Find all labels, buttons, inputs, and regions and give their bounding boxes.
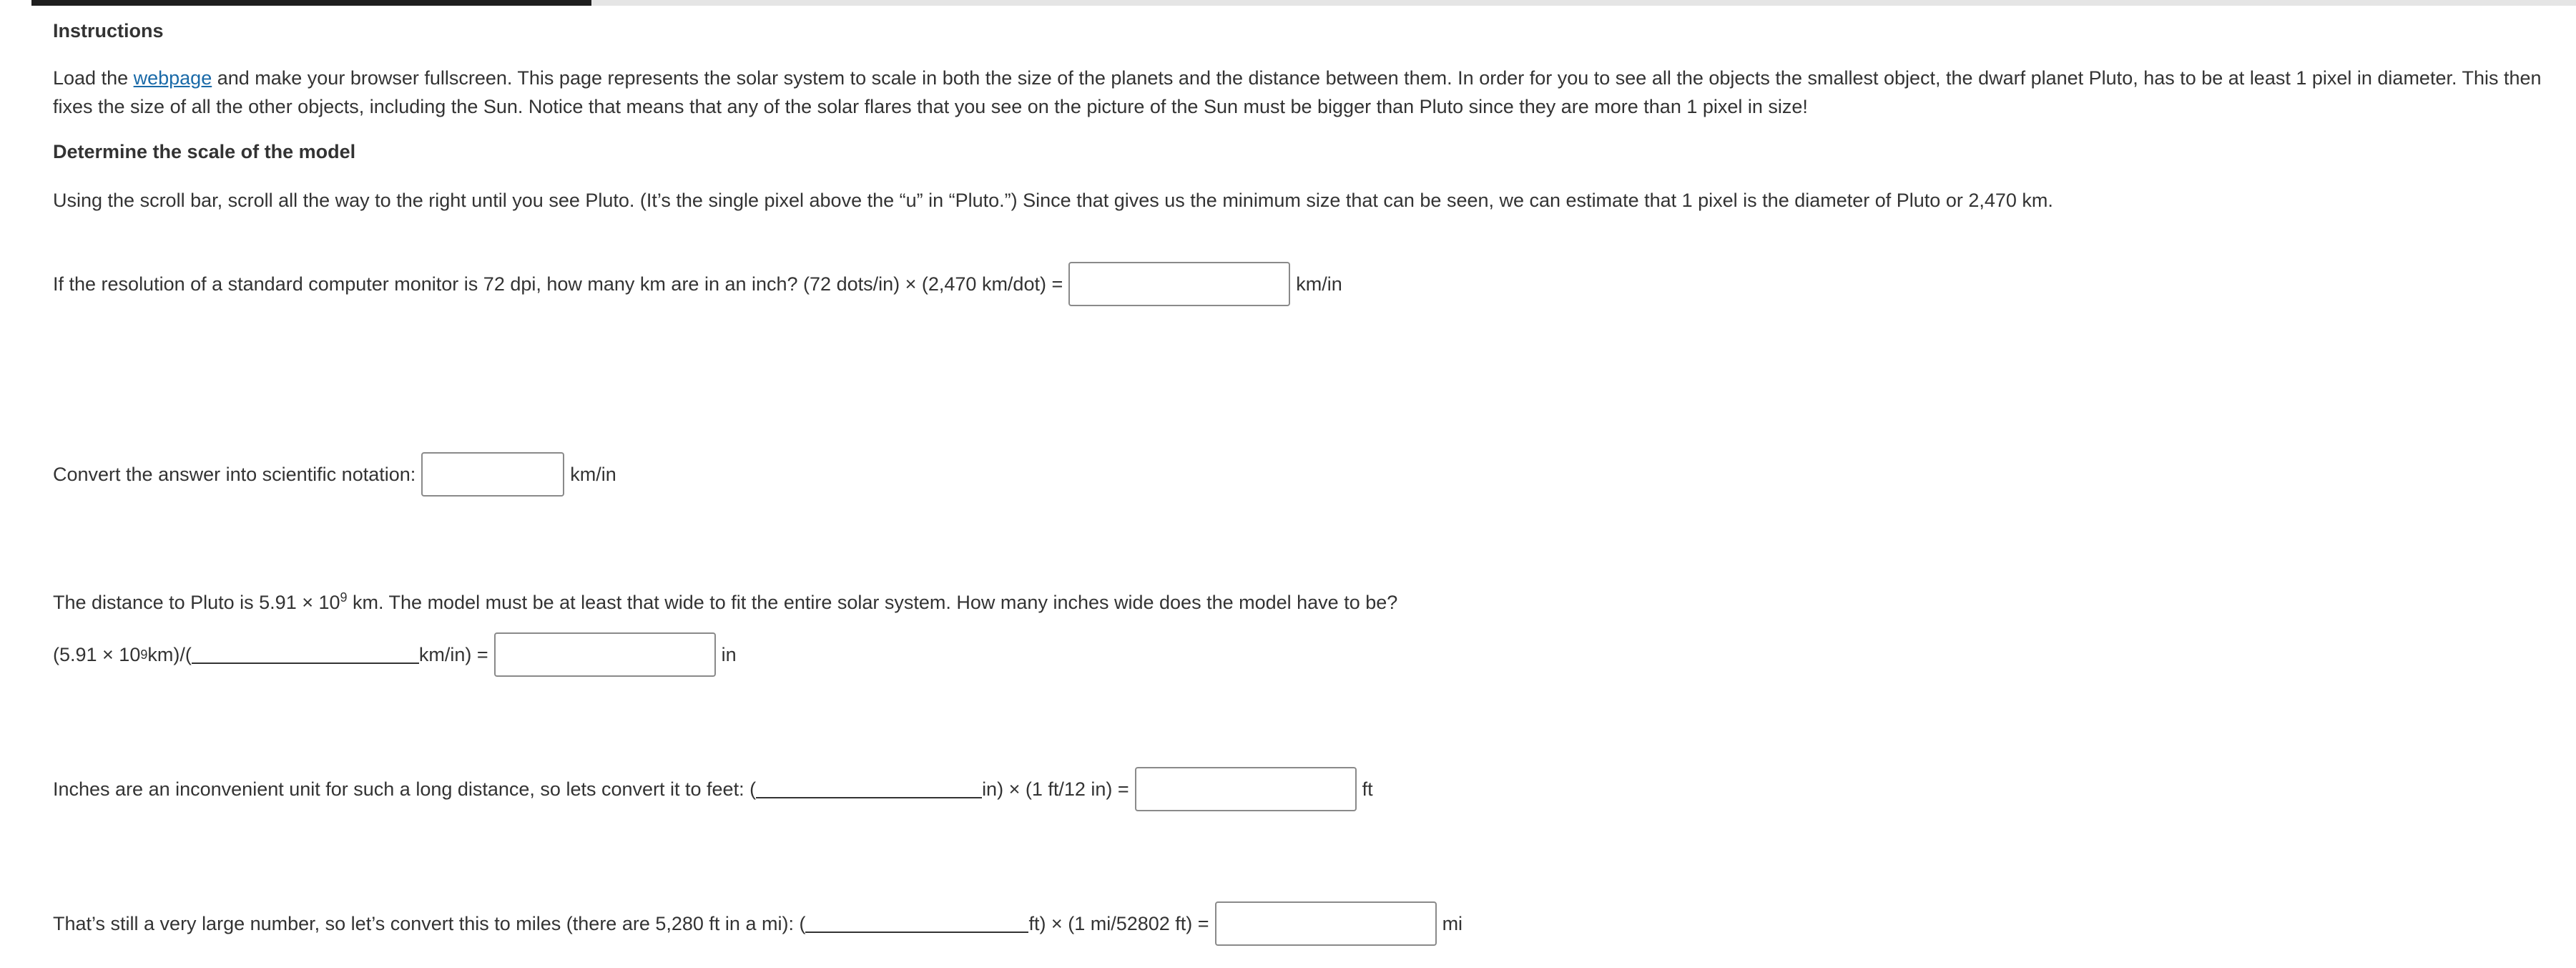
instructions-text-start: Load the — [53, 67, 134, 89]
q3-exponent: 9 — [340, 590, 348, 605]
progress-bar — [31, 0, 2576, 6]
q1-row — [53, 262, 1342, 306]
q3-unit: in — [721, 643, 737, 665]
q1-text: If the resolution of a standard computer monitor is 72 dpi, how many km are in an inch? (72 dots/in) × (2,470 km/dot) = — [53, 273, 1063, 295]
q5-unit: mi — [1442, 912, 1463, 934]
webpage-link[interactable]: webpage — [133, 67, 212, 89]
q2-unit: km/in — [570, 463, 616, 485]
q5-text-start: That’s still a very large number, so let’s convert this to miles (there are 5,280 ft in a mi): ( — [53, 912, 806, 934]
q5-answer-input[interactable] — [1215, 901, 1437, 946]
q3-calc-row: (5.91 × 10 9 km)/( km/in) = in — [53, 632, 737, 677]
q3-question-row — [53, 588, 1397, 617]
q4-answer-input[interactable] — [1135, 767, 1357, 811]
instructions-text-rest: and make your browser fullscreen. This page represents the solar system to scale in both the size of the planets and the distance between them. In order for you to see all the objects the smallest object, the dwarf planet Pluto, has to be at least 1 pixel in diameter. This then fixes the size of all the other objects, including the Sun. Notice that means that any of the solar flares that you see on the picture of the Sun must be bigger than Pluto since they are more than 1 pixel in size! — [53, 67, 2542, 117]
q5-blank — [805, 914, 1028, 933]
instructions-paragraph — [53, 64, 2556, 121]
q3-question-start: The distance to Pluto is 5.91 × 10 — [53, 591, 340, 613]
q2-text: Convert the answer into scientific notation: — [53, 463, 416, 485]
q1-answer-input[interactable] — [1068, 262, 1290, 306]
q4-row — [53, 767, 1373, 811]
q4-text-end: in) × (1 ft/12 in) = — [982, 778, 1129, 800]
q3-answer-input[interactable] — [494, 632, 716, 677]
q4-text-start: Inches are an inconvenient unit for such a long distance, so lets convert it to feet: ( — [53, 778, 757, 800]
q3-calc-end: km/in) = — [418, 643, 488, 665]
q3-calc-start: (5.91 × 10 — [53, 643, 141, 665]
q2-row — [53, 452, 616, 497]
instructions-heading: Instructions — [53, 20, 164, 41]
progress-bar-fill — [31, 0, 591, 6]
q3-calc-mid: km)/( — [147, 643, 192, 665]
q4-unit: ft — [1362, 778, 1373, 800]
scale-heading: Determine the scale of the model — [53, 141, 356, 162]
q5-text-end: ft) × (1 mi/52802 ft) = — [1028, 912, 1209, 934]
q5-row — [53, 901, 1462, 946]
q3-blank — [192, 645, 419, 664]
q2-answer-input[interactable] — [421, 452, 564, 497]
q3-question — [53, 592, 1397, 614]
scale-paragraph: Using the scroll bar, scroll all the way to the right until you see Pluto. (It’s the single pixel above the “u” in “Pluto.”) Since that gives us the minimum size that can be seen, we can estimate that 1 pixel is the diameter of Pluto or 2,470 km. — [53, 190, 2053, 211]
q4-blank — [756, 780, 982, 798]
q1-unit: km/in — [1296, 273, 1342, 295]
q3-question-rest: km. The model must be at least that wide to fit the entire solar system. How many inches wide does the model have to be? — [347, 591, 1398, 613]
